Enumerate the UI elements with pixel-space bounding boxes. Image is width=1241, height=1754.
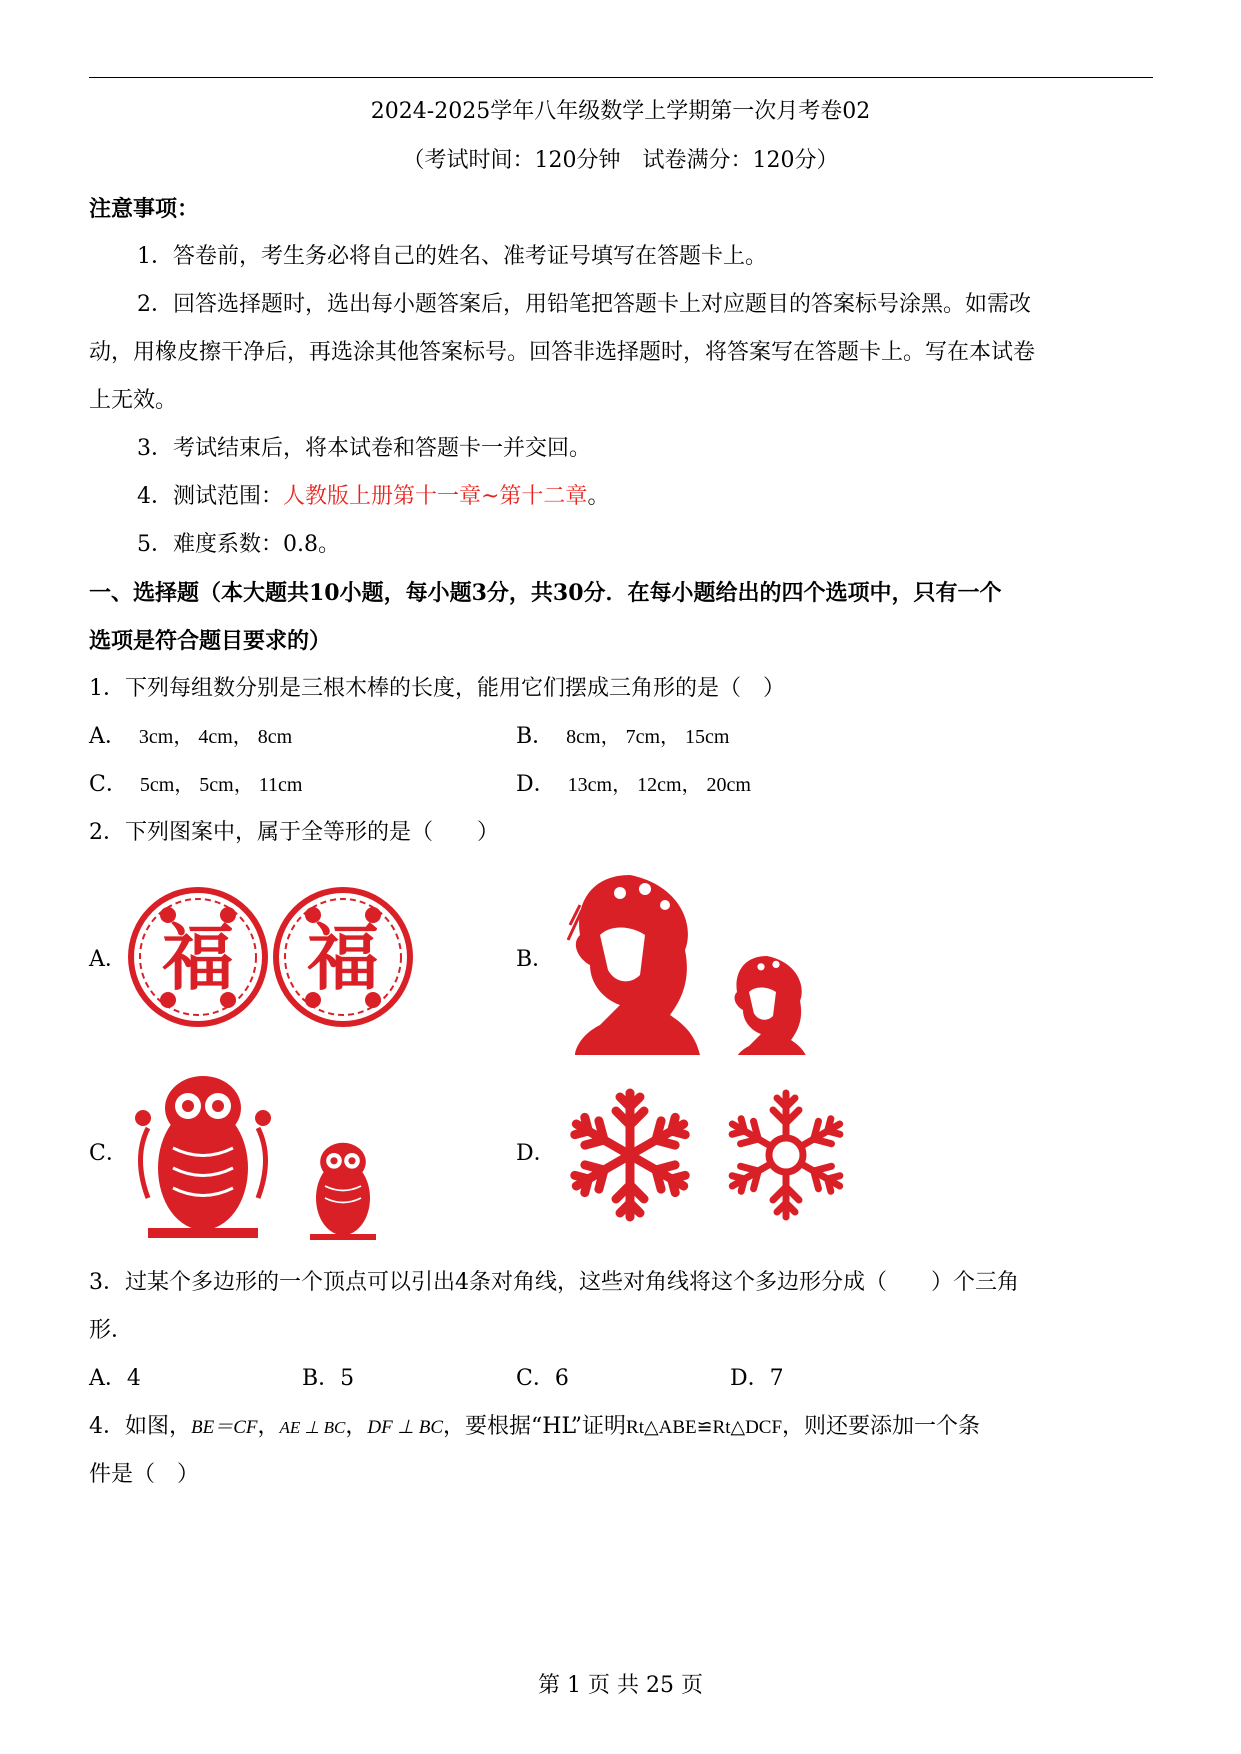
fu-char-right: 福	[306, 916, 380, 1000]
q4-condition-be-cf: BE＝CF	[191, 1417, 258, 1438]
note-item-1: 1．答卷前，考生务必将自己的姓名、准考证号填写在答题卡上。	[137, 244, 767, 269]
q3-option-d: D．7	[730, 1366, 784, 1391]
q4-suffix: ，则还要添加一个条	[782, 1414, 981, 1439]
q1-option-a-label: A．	[89, 724, 127, 749]
note-item-4-prefix: 4．测试范围：	[137, 484, 283, 509]
q3-option-b: B．5	[302, 1366, 355, 1391]
top-rule	[89, 77, 1153, 78]
q1-option-b-value: 8cm， 7cm， 15cm	[566, 726, 730, 748]
q1-option-b	[516, 722, 729, 752]
q2-option-a-label: A．	[89, 947, 127, 972]
q4-sep1: ，	[257, 1414, 280, 1439]
exam-info: （考试时间：120分钟 试卷满分：120分）	[402, 148, 839, 173]
q4-stem-line1	[89, 1412, 980, 1443]
q1-stem: 1．下列每组数分别是三根木棒的长度，能用它们摆成三角形的是（ ）	[89, 676, 785, 701]
q1-option-d-value: 13cm， 12cm， 20cm	[567, 774, 751, 796]
section1-heading-line1: 一、选择题（本大题共10小题，每小题3分，共30分．在每小题给出的四个选项中，只有一个	[89, 580, 1002, 606]
q1-option-d-label: D．	[516, 772, 556, 797]
q4-sep2: ，	[345, 1414, 368, 1439]
q1-option-a	[89, 722, 292, 752]
q2-option-a-figure	[128, 885, 418, 1030]
q1-option-c	[89, 770, 302, 800]
q4-mid: ，要根据“HL”证明	[443, 1414, 627, 1439]
q2-option-d-label: D．	[516, 1141, 556, 1166]
note-item-5: 5．难度系数：0.8。	[137, 532, 340, 557]
q4-stem-line2: 件是（ ）	[89, 1462, 200, 1487]
q3-stem-line2: 形．	[89, 1318, 134, 1343]
q1-option-a-value: 3cm， 4cm， 8cm	[138, 726, 293, 748]
snowflake-solid	[569, 1093, 690, 1217]
q1-option-c-value: 5cm， 5cm， 11cm	[139, 774, 303, 796]
q3-stem-line1: 3．过某个多边形的一个顶点可以引出4条对角线，这些对角线将这个多边形分成（ ）个三角	[89, 1270, 1019, 1295]
page-footer: 第 1 页 共 25 页	[538, 1673, 703, 1698]
note-item-2-line3: 上无效。	[89, 388, 178, 413]
q2-option-d-figure	[560, 1085, 860, 1225]
note-item-2-line2: 动，用橡皮擦干净后，再选涂其他答案标号。回答非选择题时，将答案写在答题卡上。写在本试卷	[89, 340, 1036, 365]
test-scope: 人教版上册第十一章~第十二章	[283, 484, 588, 509]
opera-figure-large	[560, 865, 700, 1055]
snowflake-ring	[726, 1093, 846, 1217]
owl-papercut-large	[135, 1076, 271, 1238]
note-item-4	[137, 482, 609, 512]
page-title: 2024-2025学年八年级数学上学期第一次月考卷02	[370, 99, 871, 124]
q1-option-d	[516, 770, 751, 800]
note-item-4-suffix: 。	[587, 484, 610, 509]
q4-condition-df-perp-bc: DF ⊥ BC	[367, 1417, 444, 1438]
note-item-2-line1: 2．回答选择题时，选出每小题答案后，用铅笔把答题卡上对应题目的答案标号涂黑。如需改	[137, 292, 1032, 317]
q4-congruence: Rt△ABE≌Rt△DCF	[626, 1417, 783, 1438]
q2-option-b-label: B．	[516, 947, 555, 972]
q4-prefix: 4．如图，	[89, 1414, 191, 1439]
q2-option-c-figure	[128, 1068, 398, 1243]
section1-heading-line2: 选项是符合题目要求的）	[89, 628, 332, 654]
q2-option-c-label: C．	[89, 1141, 128, 1166]
q3-option-c: C．6	[516, 1366, 569, 1391]
q2-option-b-figure	[560, 865, 820, 1055]
q1-option-b-label: B．	[516, 724, 555, 749]
owl-papercut-small	[310, 1143, 376, 1240]
q4-condition-ae-perp-bc: AE ⊥ BC	[279, 1418, 346, 1437]
fu-char-left: 福	[161, 916, 235, 1000]
q3-option-a: A．4	[89, 1366, 141, 1391]
fu-papercut-right	[276, 890, 410, 1024]
opera-figure-small	[734, 956, 809, 1055]
q1-option-c-label: C．	[89, 772, 128, 797]
fu-papercut-left	[131, 890, 265, 1024]
notes-heading: 注意事项：	[89, 196, 200, 222]
note-item-3: 3．考试结束后，将本试卷和答题卡一并交回。	[137, 436, 591, 461]
q2-stem: 2．下列图案中，属于全等形的是（ ）	[89, 820, 499, 845]
